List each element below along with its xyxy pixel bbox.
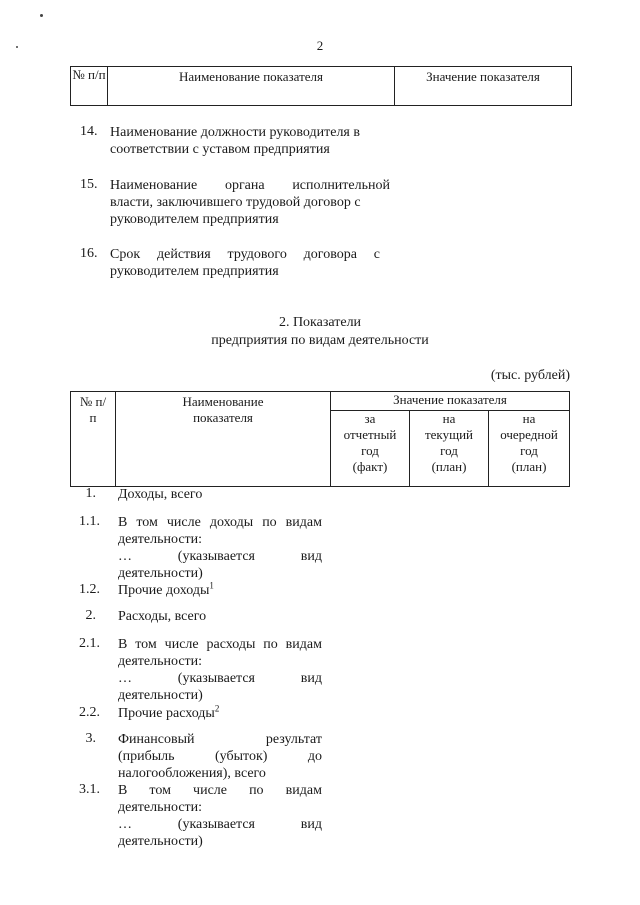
subcol-line: год [440, 443, 458, 459]
row-number: 3. [85, 731, 96, 746]
col-name-label: Наименование показателя [182, 394, 264, 425]
item-line: Наименование органа исполнительной [110, 178, 390, 193]
row-text: деятельности) [118, 566, 203, 581]
units-label: (тыс. рублей) [490, 368, 570, 383]
header-col-num: № п/п [71, 67, 108, 106]
row-dots-line [118, 816, 322, 833]
row-number: 1.2. [79, 582, 100, 597]
row-text: (указывается [177, 549, 255, 564]
row-text: результат [265, 732, 322, 747]
subcol-line: на [442, 411, 456, 427]
header-col-value: Значение показателя [395, 67, 572, 106]
subcol-next [489, 411, 570, 487]
col-name [116, 392, 331, 487]
row-text: видам [285, 783, 322, 798]
item-text [110, 246, 380, 280]
item-line: руководителем предприятия [110, 212, 279, 227]
item-line: Срок действия трудового договора с [110, 247, 380, 262]
section-subtitle: предприятия по видам деятельности [211, 333, 429, 348]
ellipsis: … [118, 817, 132, 832]
subcol-line: отчетный [343, 427, 397, 443]
subcol-current [410, 411, 489, 487]
item-line: соответствии с уставом предприятия [110, 142, 330, 157]
row-text: Расходы, всего [118, 609, 207, 624]
section-title: 2. Показатели [278, 315, 362, 330]
row-text: вид [300, 671, 322, 686]
item-text [110, 124, 390, 158]
row-number: 2.1. [79, 636, 100, 651]
row-text: до [307, 749, 322, 764]
indicators-table-header [70, 391, 570, 487]
subcol-line: текущий [424, 427, 473, 443]
row-text: деятельности: [118, 800, 203, 815]
row-text: (прибыль [118, 749, 175, 764]
item-number: 16. [80, 246, 98, 261]
subcol-line: за [364, 411, 376, 427]
item-line: Наименование должности руководителя в [110, 125, 360, 140]
subcol-line: год [520, 443, 538, 459]
row-text: налогообложения), всего [118, 766, 266, 781]
row-text: вид [300, 549, 322, 564]
ellipsis: … [118, 549, 132, 564]
subcol-line: (план) [511, 459, 547, 475]
header-col-name: Наименование показателя [108, 67, 395, 106]
row-text-line [118, 731, 322, 748]
subcol-line: очередной [500, 427, 558, 443]
row-text-line [118, 782, 322, 799]
row-number: 3.1. [79, 782, 100, 797]
col-num [71, 392, 116, 487]
row-dots-line [118, 548, 322, 565]
row-text: деятельности) [118, 688, 203, 703]
page-number: 2 [316, 38, 324, 53]
subcol-fact [331, 411, 410, 487]
col-num-label: № п/п [79, 394, 107, 425]
row-text: (указывается [177, 817, 255, 832]
subcol-line: (факт) [352, 459, 388, 475]
subcol-line: год [361, 443, 379, 459]
row-text: В том числе доходы по видам [118, 515, 322, 530]
row-text: деятельности: [118, 654, 203, 669]
subcol-line: (план) [431, 459, 467, 475]
row-text: числе [193, 783, 227, 798]
subcol-line: на [522, 411, 536, 427]
row-number: 1.1. [79, 514, 100, 529]
row-text: (убыток) [215, 749, 268, 764]
row-dots-line [118, 670, 322, 687]
scan-speck [40, 14, 43, 17]
row-text: (указывается [177, 671, 255, 686]
item-line: руководителем предприятия [110, 264, 279, 279]
row-number: 1. [85, 486, 96, 501]
row-text: по [249, 783, 264, 798]
footnote-ref: 2 [214, 703, 220, 714]
row-text: Доходы, всего [118, 487, 203, 502]
row-text: Финансовый [118, 732, 195, 747]
row-text-line [118, 748, 322, 765]
row-label: Прочие расходы [118, 706, 215, 721]
footnote-ref: 1 [209, 580, 214, 591]
item-text [110, 177, 390, 228]
row-text [118, 582, 322, 599]
row-text: деятельности: [118, 532, 203, 547]
ellipsis: … [118, 671, 132, 686]
row-text: В том числе расходы по видам [118, 637, 322, 652]
item-number: 14. [80, 124, 98, 139]
item-number: 15. [80, 177, 98, 192]
row-number: 2.2. [79, 705, 100, 720]
row-number: 2. [85, 608, 96, 623]
row-text [118, 705, 322, 722]
row-text: том [149, 783, 171, 798]
item-line: власти, заключившего трудовой договор с [110, 195, 361, 210]
row-label: Прочие доходы [118, 583, 210, 598]
row-text: В [118, 783, 128, 798]
col-value: Значение показателя [331, 392, 570, 411]
row-text: деятельности) [118, 834, 203, 849]
header-table [70, 66, 572, 106]
row-text: вид [300, 817, 322, 832]
